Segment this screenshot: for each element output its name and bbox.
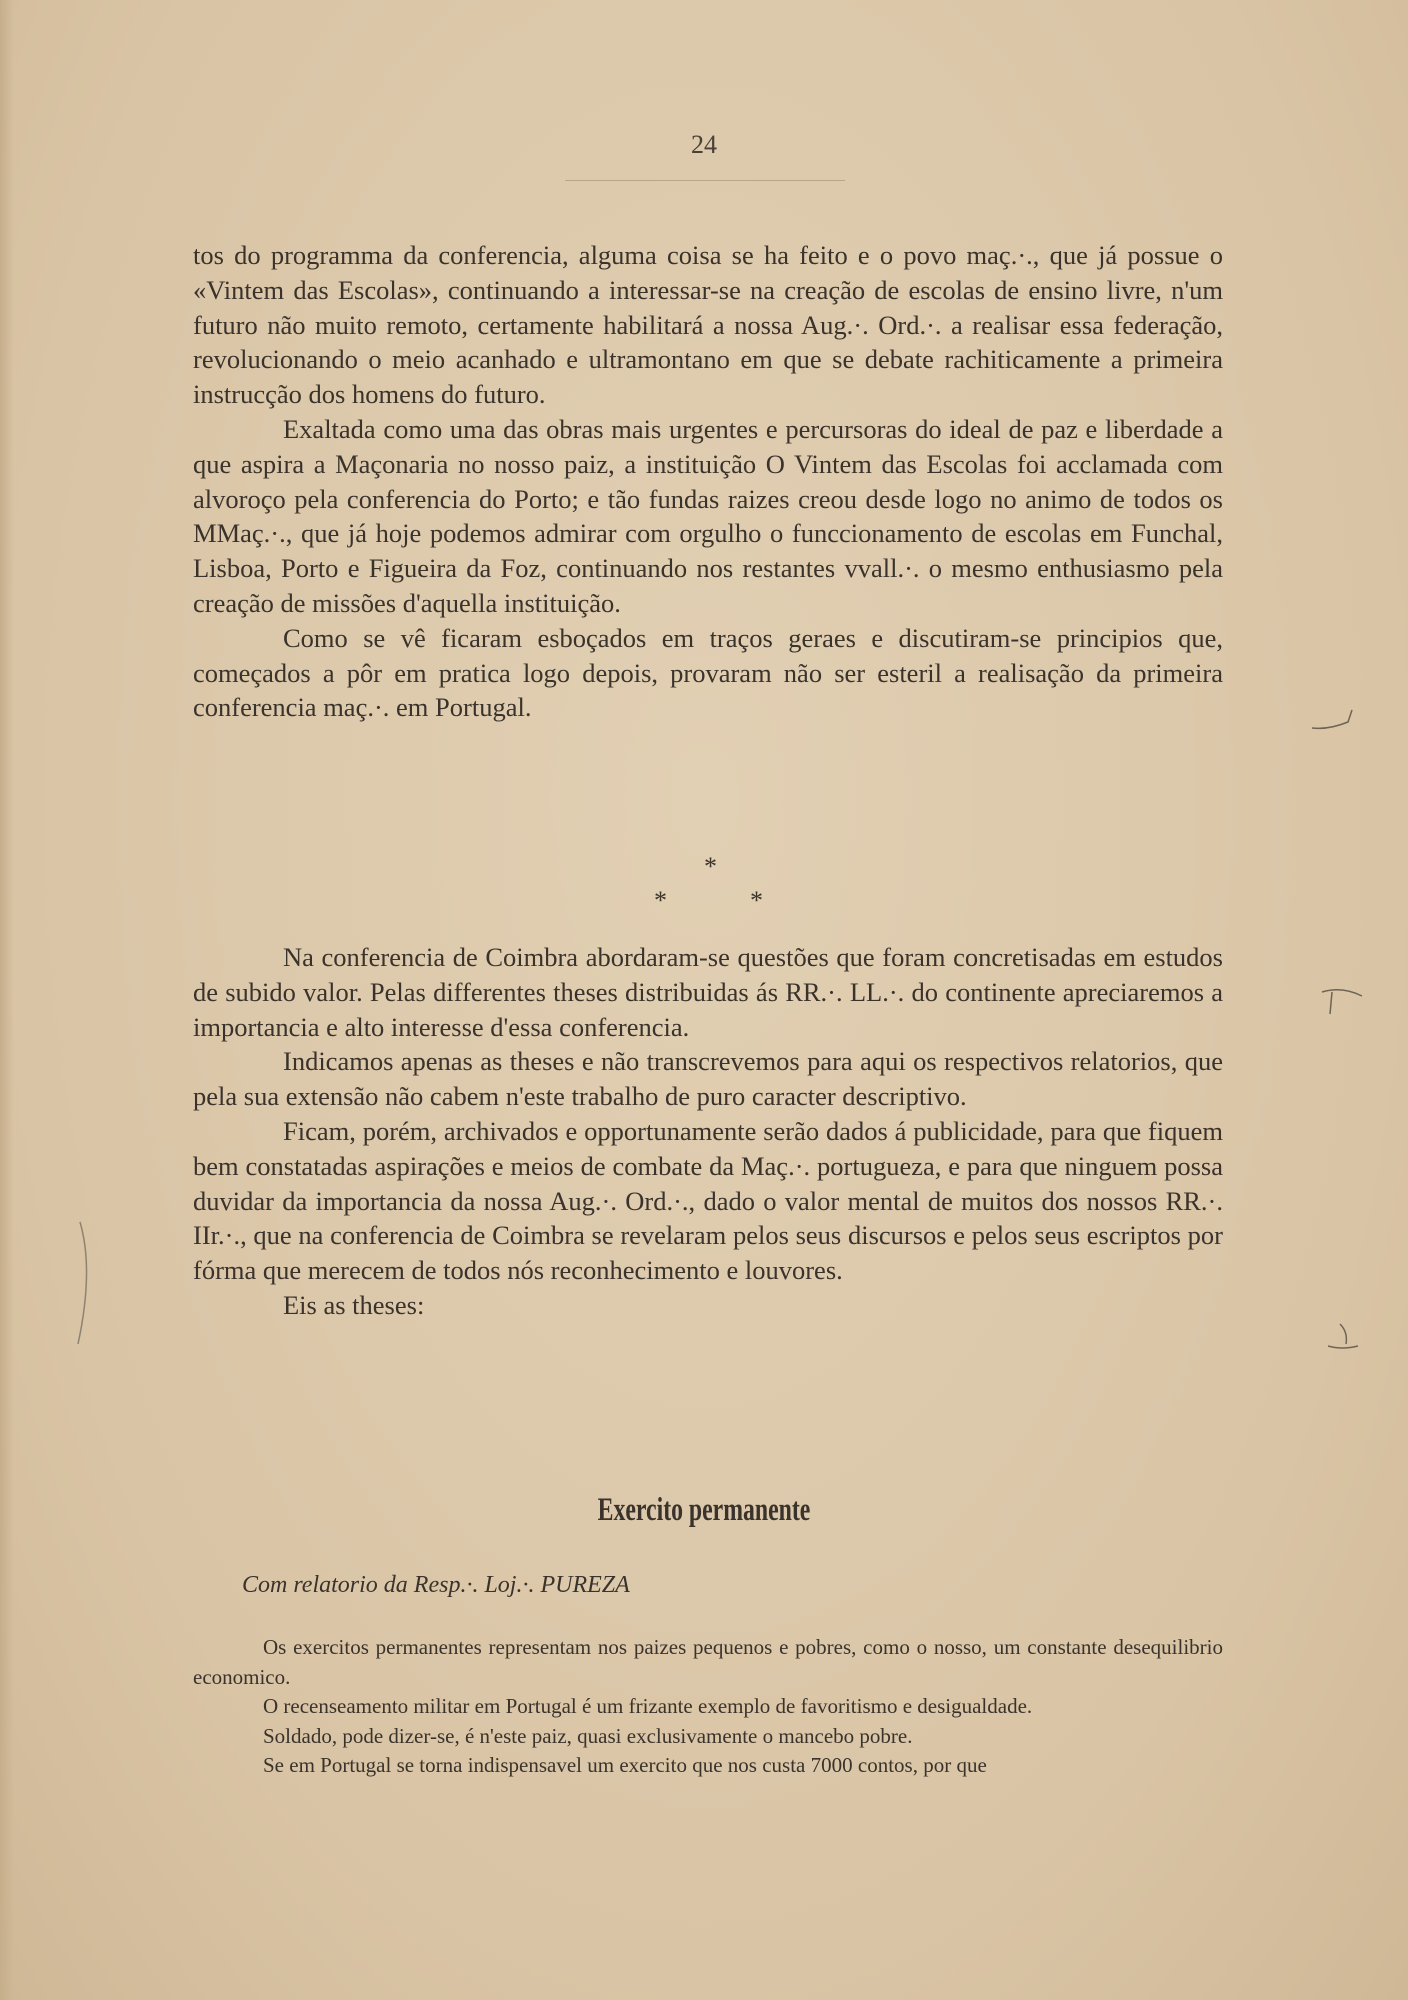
paragraph: Soldado, pode dizer-se, é n'este paiz, quasi exclusivamente o mancebo pobre. bbox=[263, 1723, 913, 1748]
paragraph: O recenseamento militar em Portugal é um frizante exemplo de favoritismo e desigualdade. bbox=[263, 1694, 1033, 1718]
section-title: Exercito permanente bbox=[597, 1492, 811, 1528]
separator-star: * bbox=[704, 852, 717, 881]
text-block-small bbox=[193, 1633, 1223, 1781]
separator-star: * bbox=[750, 886, 763, 915]
section-subtitle: Com relatorio da Resp.·. Loj.·. PUREZA bbox=[242, 1572, 630, 1598]
section-separator bbox=[600, 852, 820, 922]
margin-annotation-mark bbox=[70, 1220, 110, 1350]
page-spine-shadow bbox=[0, 0, 14, 2000]
margin-annotation-mark bbox=[1318, 980, 1378, 1020]
paragraph: Os exercitos permanentes representam nos paizes pequenos e pobres, como o nosso, um constante desequilibrio economico. bbox=[193, 1635, 1223, 1689]
paragraph: Na conferencia de Coimbra abordaram-se questões que foram concretisadas em estudos de subido valor. Pelas differentes theses distribuidas ás RR.·. LL.·. do continente apreciaremos a importancia e alto interesse d'essa conferencia. bbox=[193, 942, 1223, 1042]
page-number: 24 bbox=[691, 130, 717, 159]
text-block-middle bbox=[193, 940, 1223, 1323]
paragraph: Exaltada como uma das obras mais urgentes e percursoras do ideal de paz e liberdade a que aspira a Maçonaria no nosso paiz, a instituição O Vintem das Escolas foi acclamada com alvoroço pela conferencia do Porto; e tão fundas raizes creou desde logo no animo de todos os MMaç.·., que já hoje podemos admirar com orgulho o funccionamento de escolas em Funchal, Lisboa, Porto e Figueira da Foz, continuando nos restantes vvall.·. o mesmo enthusiasmo pela creação de missões d'aquella instituição. bbox=[193, 413, 1223, 618]
header-rule bbox=[565, 180, 845, 181]
paragraph: tos do programma da conferencia, alguma coisa se ha feito e o povo maç.·., que já possue o «Vintem das Escolas», continuando a interessar-se na creação de escolas de ensino livre, n'um futuro não muito remoto, certamente habilitará a nossa Aug.·. Ord.·. a realisar essa federação, revolucionando o meio acanhado e ultramontano em que se debate rachiticamente a primeira instrucção dos homens do futuro. bbox=[193, 240, 1223, 410]
paragraph: Indicamos apenas as theses e não transcrevemos para aqui os respectivos relatorios, que pela sua extensão não cabem n'este trabalho de puro caracter descriptivo. bbox=[193, 1046, 1223, 1112]
paragraph: Eis as theses: bbox=[283, 1289, 425, 1320]
separator-star: * bbox=[654, 886, 667, 915]
margin-annotation-mark bbox=[1308, 700, 1368, 740]
paragraph: Como se vê ficaram esboçados em traços geraes e discutiram-se principios que, começados a pôr em pratica logo depois, provaram não ser esteril a realisação da primeira conferencia maç.·. em Portugal. bbox=[193, 622, 1223, 723]
paragraph: Ficam, porém, archivados e opportunamente serão dados á publicidade, para que fiquem bem constatadas aspirações e meios de combate da Maç.·. portugueza, e para que ninguem possa duvidar da importancia da nossa Aug.·. Ord.·., dado o valor mental de muitos dos nossos RR.·. IIr.·., que na conferencia de Coimbra se revelaram pelos seus discursos e pelos seus escriptos por fórma que merecem de todos nós reconhecimento e louvores. bbox=[193, 1115, 1223, 1286]
margin-annotation-mark bbox=[1322, 1310, 1372, 1360]
paragraph: Se em Portugal se torna indispensavel um exercito que nos custa 7000 contos, por que bbox=[263, 1753, 987, 1777]
text-block-top bbox=[193, 238, 1223, 725]
